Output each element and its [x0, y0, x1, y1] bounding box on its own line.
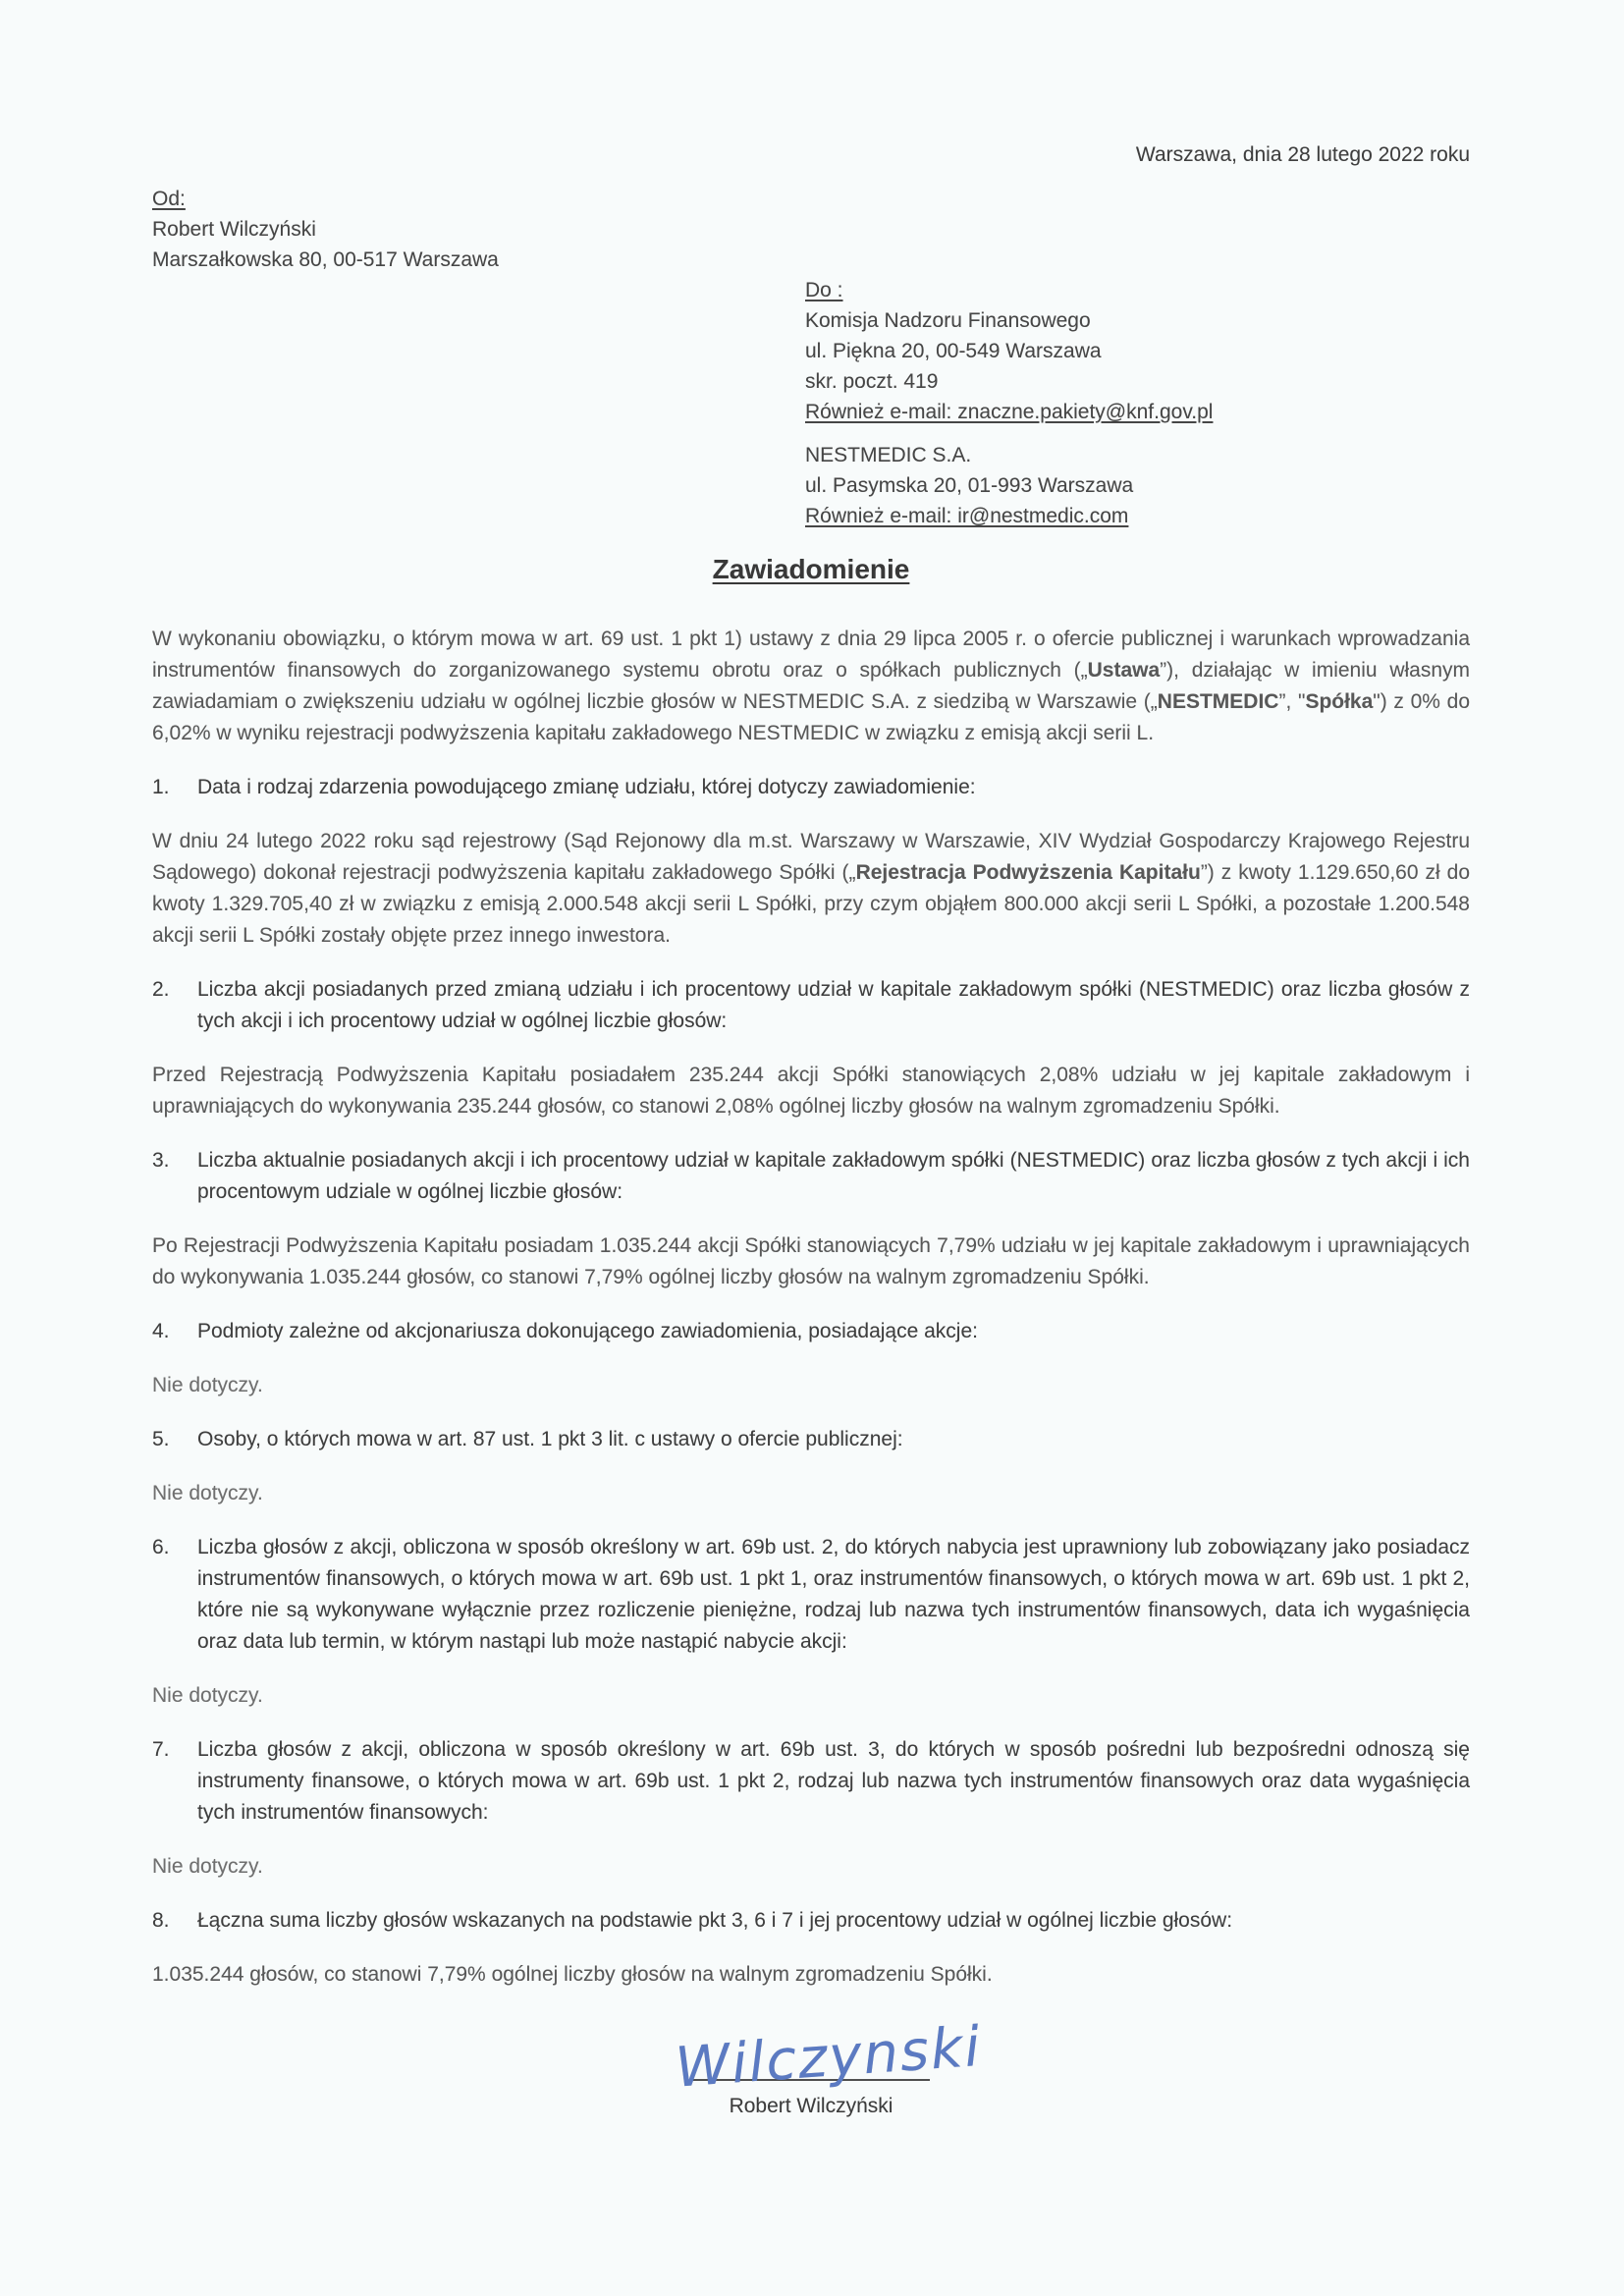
signature-handwriting-text: Wilczynski: [673, 2014, 984, 2101]
numbered-list-item: [152, 974, 1470, 1037]
recipient-email-line: Również e-mail: znaczne.pakiety@knf.gov.pl: [805, 401, 1214, 423]
text-run: W wykonaniu obowiązku, o którym mowa w art. 69 ust. 1 pkt 1) ustawy z dnia 29 lipca 2005 r. o ofercie publicznej i warunkach wprowadzania instrumentów finansowych do zorganizowanego systemu obrotu oraz o spółkach publicznych („: [152, 628, 1470, 682]
text-run: Nie dotyczy.: [152, 1482, 263, 1504]
to-label: Do :: [805, 279, 843, 301]
paragraph: [152, 1478, 1470, 1509]
sender-address: Marszałkowska 80, 00-517 Warszawa: [152, 248, 499, 271]
date-line: Warszawa, dnia 28 lutego 2022 roku: [1135, 143, 1470, 166]
text-run: Łączna suma liczby głosów wskazanych na podstawie pkt 3, 6 i 7 i jej procentowy udział w ogólnej liczbie głosów:: [197, 1909, 1233, 1932]
text-run: Spółka: [1305, 690, 1374, 713]
numbered-list-item: [152, 1424, 1470, 1455]
text-run: Liczba głosów z akcji, obliczona w sposób określony w art. 69b ust. 2, do których nabycia jest uprawniony lub zobowiązany jako posiadacz instrumentów finansowych, o których mowa w art. 69b ust. 1 pkt 1, oraz instrumentów finansowych, o których mowa w art. 69b ust. 1 pkt 2, które nie są wykonywane wyłącznie przez rozliczenie pieniężne, rodzaj lub nazwa tych instrumentów finansowych, data ich wygaśnięcia oraz data lub termin, w którym nastąpi lub może nastąpić nabycie akcji:: [197, 1536, 1470, 1653]
recipient-address: ul. Piękna 20, 00-549 Warszawa: [805, 340, 1102, 362]
intro-paragraph: [152, 624, 1470, 749]
list-item-text: [197, 978, 1470, 1032]
numbered-list-item: [152, 1905, 1470, 1937]
to-block: [805, 275, 1470, 427]
text-run: ”), działając w imieniu własnym zawiadamiam o zwiększeniu udziału w ogólnej liczbie głosów w NESTMEDIC S.A. z siedzibą w Warszawie („: [152, 659, 1471, 713]
company-block: [805, 440, 1470, 531]
paragraph: [152, 1680, 1470, 1712]
list-item-number: 6.: [152, 1536, 170, 1558]
text-run: ") z 0% do 6,02% w wyniku rejestracji podwyższenia kapitału zakładowego NESTMEDIC w związku z emisją akcji serii L.: [152, 690, 1470, 744]
text-run: Liczba akcji posiadanych przed zmianą udziału i ich procentowy udział w kapitale zakładowym spółki (NESTMEDIC) oraz liczba głosów z tych akcji i ich procentowy udział w ogólnej liczbie głosów:: [197, 978, 1470, 1032]
list-item-number: 5.: [152, 1428, 170, 1450]
text-run: ”) z kwoty 1.129.650,60 zł do kwoty 1.329.705,40 zł w związku z emisją 2.000.548 akcji serii L Spółki, przy czym objąłem 800.000 akcji serii L Spółki, a pozostałe 1.200.548 akcji serii L Spółki zostały objęte przez innego inwestora.: [152, 861, 1470, 947]
text-run: Liczba aktualnie posiadanych akcji i ich procentowy udział w kapitale zakładowym spółki (NESTMEDIC) oraz liczba głosów z tych akcji i ich procentowym udziale w ogólnej liczbie głosów:: [197, 1149, 1470, 1203]
signatory-name: Robert Wilczyński: [729, 2095, 893, 2117]
text-run: Data i rodzaj zdarzenia powodującego zmianę udziału, której dotyczy zawiadomienie:: [197, 776, 976, 798]
numbered-list-item: [152, 1734, 1470, 1829]
signature-block: [152, 2012, 1470, 2121]
company-address: ul. Pasymska 20, 01-993 Warszawa: [805, 474, 1134, 497]
recipient-po-box: skr. poczt. 419: [805, 370, 939, 393]
text-run: Nie dotyczy.: [152, 1855, 263, 1878]
text-run: Osoby, o których mowa w art. 87 ust. 1 pkt 3 lit. c ustawy o ofercie publicznej:: [197, 1428, 903, 1450]
recipient-org: Komisja Nadzoru Finansowego: [805, 309, 1091, 332]
from-label: Od:: [152, 188, 186, 210]
list-item-text: [197, 1149, 1470, 1203]
numbered-list-item: [152, 1316, 1470, 1347]
list-item-text: [197, 776, 976, 798]
paragraph: [152, 1060, 1470, 1122]
text-run: Nie dotyczy.: [152, 1684, 263, 1707]
paragraph: [152, 1230, 1470, 1293]
text-run: 1.035.244 głosów, co stanowi 7,79% ogólnej liczby głosów na walnym zgromadzeniu Spółki.: [152, 1963, 993, 1986]
list-item-number: 8.: [152, 1909, 170, 1932]
list-item-text: [197, 1738, 1470, 1824]
text-run: Przed Rejestracją Podwyższenia Kapitału posiadałem 235.244 akcji Spółki stanowiących 2,08% udziału w jej kapitale zakładowym i uprawniających do wykonywania 235.244 głosów, co stanowi 2,08% ogólnej liczby głosów na walnym zgromadzeniu Spółki.: [152, 1064, 1470, 1118]
list-item-number: 7.: [152, 1738, 170, 1761]
sender-name: Robert Wilczyński: [152, 218, 316, 241]
paragraph: [152, 1959, 1470, 1991]
document-title: Zawiadomienie: [712, 554, 910, 584]
text-run: ”, ": [1278, 690, 1306, 713]
text-run: Rejestracja Podwyższenia Kapitału: [855, 861, 1201, 884]
document-body-blocks: [152, 772, 1470, 1991]
numbered-list-item: [152, 772, 1470, 803]
text-run: W dniu 24 lutego 2022 roku sąd rejestrowy (Sąd Rejonowy dla m.st. Warszawy w Warszawie, XIV Wydział Gospodarczy Krajowego Rejestru Sądowego) dokonał rejestracji podwyższenia kapitału zakładowego Spółki („: [152, 830, 1470, 884]
list-item-number: 4.: [152, 1320, 170, 1342]
list-item-text: [197, 1909, 1232, 1932]
text-run: Podmioty zależne od akcjonariusza dokonującego zawiadomienia, posiadające akcje:: [197, 1320, 978, 1342]
numbered-list-item: [152, 1145, 1470, 1208]
paragraph: [152, 1370, 1470, 1401]
list-item-number: 1.: [152, 776, 170, 798]
from-block: [152, 184, 1470, 275]
list-item-number: 3.: [152, 1149, 170, 1172]
paragraph: [152, 1851, 1470, 1883]
paragraph: [152, 826, 1470, 952]
list-item-text: [197, 1320, 978, 1342]
list-item-text: [197, 1536, 1470, 1653]
numbered-list-item: [152, 1532, 1470, 1658]
company-name: NESTMEDIC S.A.: [805, 444, 972, 466]
text-run: NESTMEDIC: [1157, 690, 1279, 713]
list-item-number: 2.: [152, 978, 170, 1001]
text-run: Ustawa: [1087, 659, 1161, 682]
text-run: Po Rejestracji Podwyższenia Kapitału posiadam 1.035.244 akcji Spółki stanowiących 7,79% udziału w jej kapitale zakładowym i uprawniających do wykonywania 1.035.244 głosów, co stanowi 7,79% ogólnej liczby głosów na walnym zgromadzeniu Spółki.: [152, 1234, 1470, 1288]
text-run: Nie dotyczy.: [152, 1374, 263, 1396]
text-run: Liczba głosów z akcji, obliczona w sposób określony w art. 69b ust. 3, do których w sposób pośredni lub bezpośredni odnoszą się instrumenty finansowe, o których mowa w art. 69b ust. 1 pkt 2, rodzaj lub nazwa tych instrumentów finansowych oraz data wygaśnięcia tych instrumentów finansowych:: [197, 1738, 1470, 1824]
company-email-line: Również e-mail: ir@nestmedic.com: [805, 505, 1129, 527]
list-item-text: [197, 1428, 903, 1450]
